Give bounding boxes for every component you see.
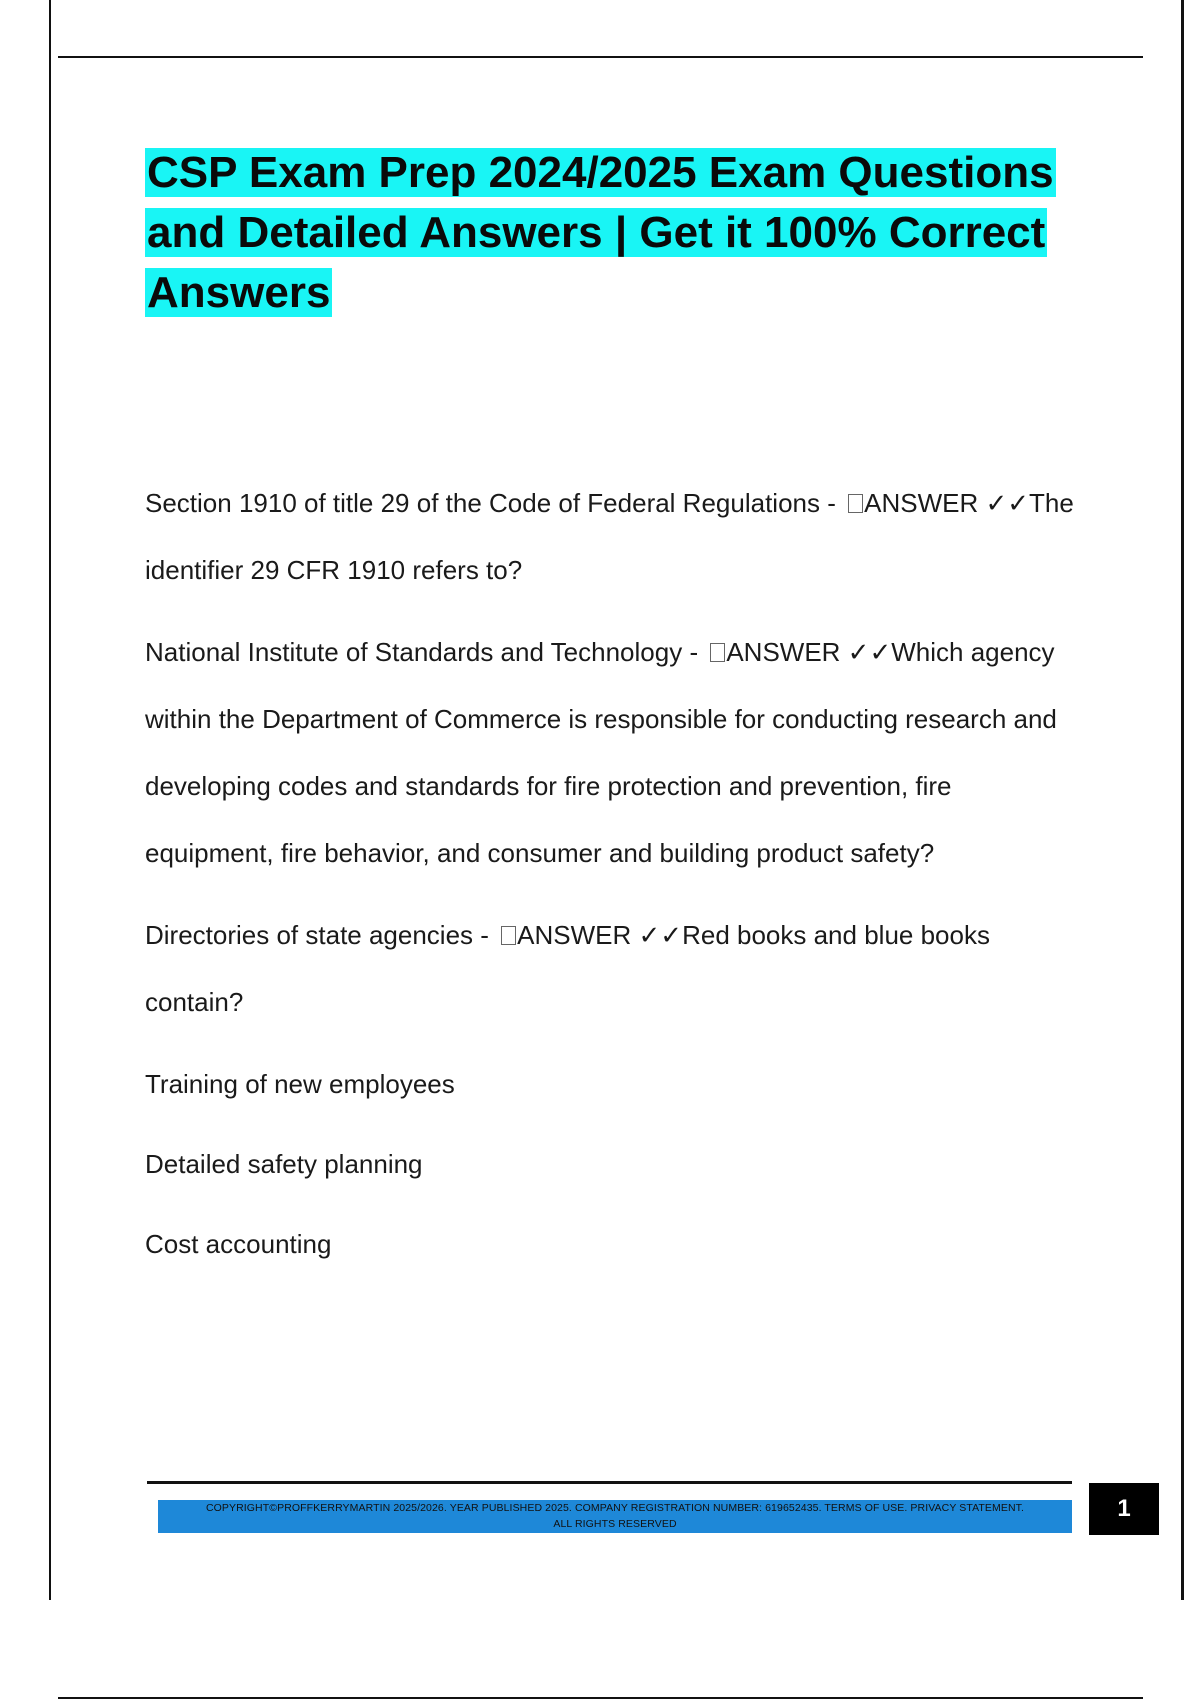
qa-term: Directories of state agencies - — [145, 920, 497, 950]
plain-line-3: Cost accounting — [145, 1229, 332, 1259]
next-page-rule — [58, 1697, 1143, 1699]
answer-marker: ANSWER ✓✓ — [726, 637, 892, 667]
copyright-line-1: COPYRIGHT©PROFFKERRYMARTIN 2025/2026. YEAR PUBLISHED 2025. COMPANY REGISTRATION NUMBER: 619652435. TERMS OF USE. PRIVACY STATEMENT. — [205, 1502, 1025, 1514]
missing-glyph-icon — [501, 926, 516, 945]
document-body — [145, 470, 1085, 1291]
plain-line-2: Detailed safety planning — [145, 1149, 423, 1179]
page-number: 1 — [1089, 1483, 1159, 1535]
qa-question: The identifier 29 CFR 1910 refers to? — [145, 488, 1074, 585]
qa-term: National Institute of Standards and Technology - — [145, 637, 706, 667]
page-left-border — [49, 0, 51, 1600]
missing-glyph-icon — [710, 643, 725, 662]
answer-marker: ANSWER ✓✓ — [864, 488, 1030, 518]
qa-item-2 — [145, 619, 1085, 887]
copyright-footer — [158, 1500, 1072, 1533]
qa-item-3 — [145, 902, 1085, 1036]
qa-term: Section 1910 of title 29 of the Code of Federal Regulations - — [145, 488, 844, 518]
footer-rule — [147, 1481, 1072, 1484]
header-rule — [58, 56, 1143, 58]
document-title — [145, 143, 1105, 323]
plain-line-1: Training of new employees — [145, 1069, 455, 1099]
qa-item-1 — [145, 470, 1085, 604]
qa-question: Which agency within the Department of Commerce is responsible for conducting research and developing codes and standards for fire protection and prevention, fire equipment, fire behavior, and consumer and building product safety? — [145, 637, 1057, 868]
missing-glyph-icon — [848, 494, 863, 513]
title-highlight: CSP Exam Prep 2024/2025 Exam Questions and Detailed Answers | Get it 100% Correct Answers — [147, 148, 1054, 317]
copyright-line-2: ALL RIGHTS RESERVED — [553, 1518, 677, 1530]
qa-question: Red books and blue books contain? — [145, 920, 990, 1017]
page-right-border — [1181, 0, 1184, 1600]
answer-marker: ANSWER ✓✓ — [517, 920, 683, 950]
